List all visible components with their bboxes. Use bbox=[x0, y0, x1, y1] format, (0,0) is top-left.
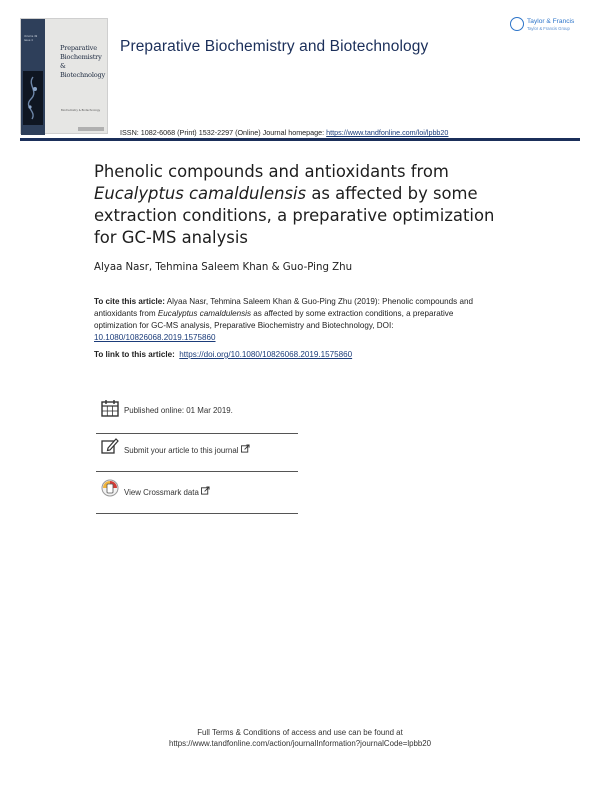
crossmark-row[interactable] bbox=[96, 476, 298, 514]
article-title-line-2 bbox=[94, 183, 534, 205]
citation-label: To cite this article: bbox=[94, 297, 165, 306]
publisher-subname: Taylor & Francis Group bbox=[527, 26, 570, 31]
footer-terms-url[interactable]: https://www.tandfonline.com/action/journalInformation?journalCode=lpbb20 bbox=[168, 739, 432, 748]
edit-icon bbox=[100, 436, 120, 456]
citation-text-after: as affected by some extraction conditions, a preparative optimization for GC-MS analysis, Preparative Biochemistry and Biotechnology, DOI: bbox=[94, 309, 454, 330]
terms-footer bbox=[0, 727, 600, 749]
article-title bbox=[94, 161, 534, 249]
external-link-icon bbox=[201, 486, 210, 495]
article-title-line-4: for GC-MS analysis bbox=[94, 228, 248, 247]
published-online-row bbox=[96, 396, 298, 434]
publisher-logo-icon bbox=[510, 17, 524, 31]
publisher-name: Taylor & Francis bbox=[527, 18, 575, 25]
taylor-francis-logo[interactable] bbox=[510, 17, 586, 35]
issn-line bbox=[120, 128, 448, 137]
article-title-line-2-rest: as affected by some bbox=[306, 184, 478, 203]
external-link-icon bbox=[241, 444, 250, 453]
cover-title: Preparative Biochemistry & Biotechnology bbox=[60, 44, 106, 79]
cover-spine-text: Volume 49 Issue 4 bbox=[24, 35, 38, 42]
crossmark-text[interactable] bbox=[124, 486, 210, 497]
article-doi-url[interactable]: https://doi.org/10.1080/10826068.2019.1575860 bbox=[179, 350, 353, 359]
journal-title: Preparative Biochemistry and Biotechnology bbox=[120, 38, 429, 55]
calendar-icon bbox=[100, 398, 120, 418]
citation-doi-link[interactable]: 10.1080/10826068.2019.1575860 bbox=[94, 333, 216, 342]
submit-article-label: Submit your article to this journal bbox=[124, 446, 239, 455]
journal-cover-thumbnail bbox=[20, 18, 108, 134]
crossmark-icon bbox=[100, 478, 120, 498]
article-title-species: Eucalyptus camaldulensis bbox=[94, 184, 307, 203]
submit-article-row[interactable] bbox=[96, 434, 298, 472]
article-link-label: To link to this article: bbox=[94, 350, 175, 359]
cover-blurb: Biochemistry & Biotechnology bbox=[61, 109, 101, 112]
cover-publisher-logo bbox=[78, 127, 104, 131]
published-online-text: Published online: 01 Mar 2019. bbox=[124, 406, 233, 415]
article-title-line-1: Phenolic compounds and antioxidants from bbox=[94, 162, 449, 181]
crossmark-label: View Crossmark data bbox=[124, 488, 199, 497]
article-authors: Alyaa Nasr, Tehmina Saleem Khan & Guo-Ping Zhu bbox=[94, 262, 353, 273]
citation-species: Eucalyptus camaldulensis bbox=[157, 309, 252, 318]
footer-line-1: Full Terms & Conditions of access and use can be found at bbox=[197, 728, 403, 737]
cover-artwork bbox=[23, 71, 43, 125]
citation-text-before: Alyaa Nasr, Tehmina Saleem Khan & Guo-Ping Zhu (2019): Phenolic compounds and antioxidants from bbox=[94, 297, 473, 318]
header-divider bbox=[20, 138, 580, 141]
article-title-line-3: extraction conditions, a preparative optimization bbox=[94, 206, 495, 225]
journal-homepage-link[interactable]: https://www.tandfonline.com/loi/lpbb20 bbox=[326, 128, 449, 137]
citation-block bbox=[94, 296, 494, 344]
submit-article-text[interactable] bbox=[124, 444, 250, 455]
article-link-line bbox=[94, 350, 352, 359]
issn-text: ISSN: 1082-6068 (Print) 1532-2297 (Online) Journal homepage: bbox=[120, 128, 325, 137]
